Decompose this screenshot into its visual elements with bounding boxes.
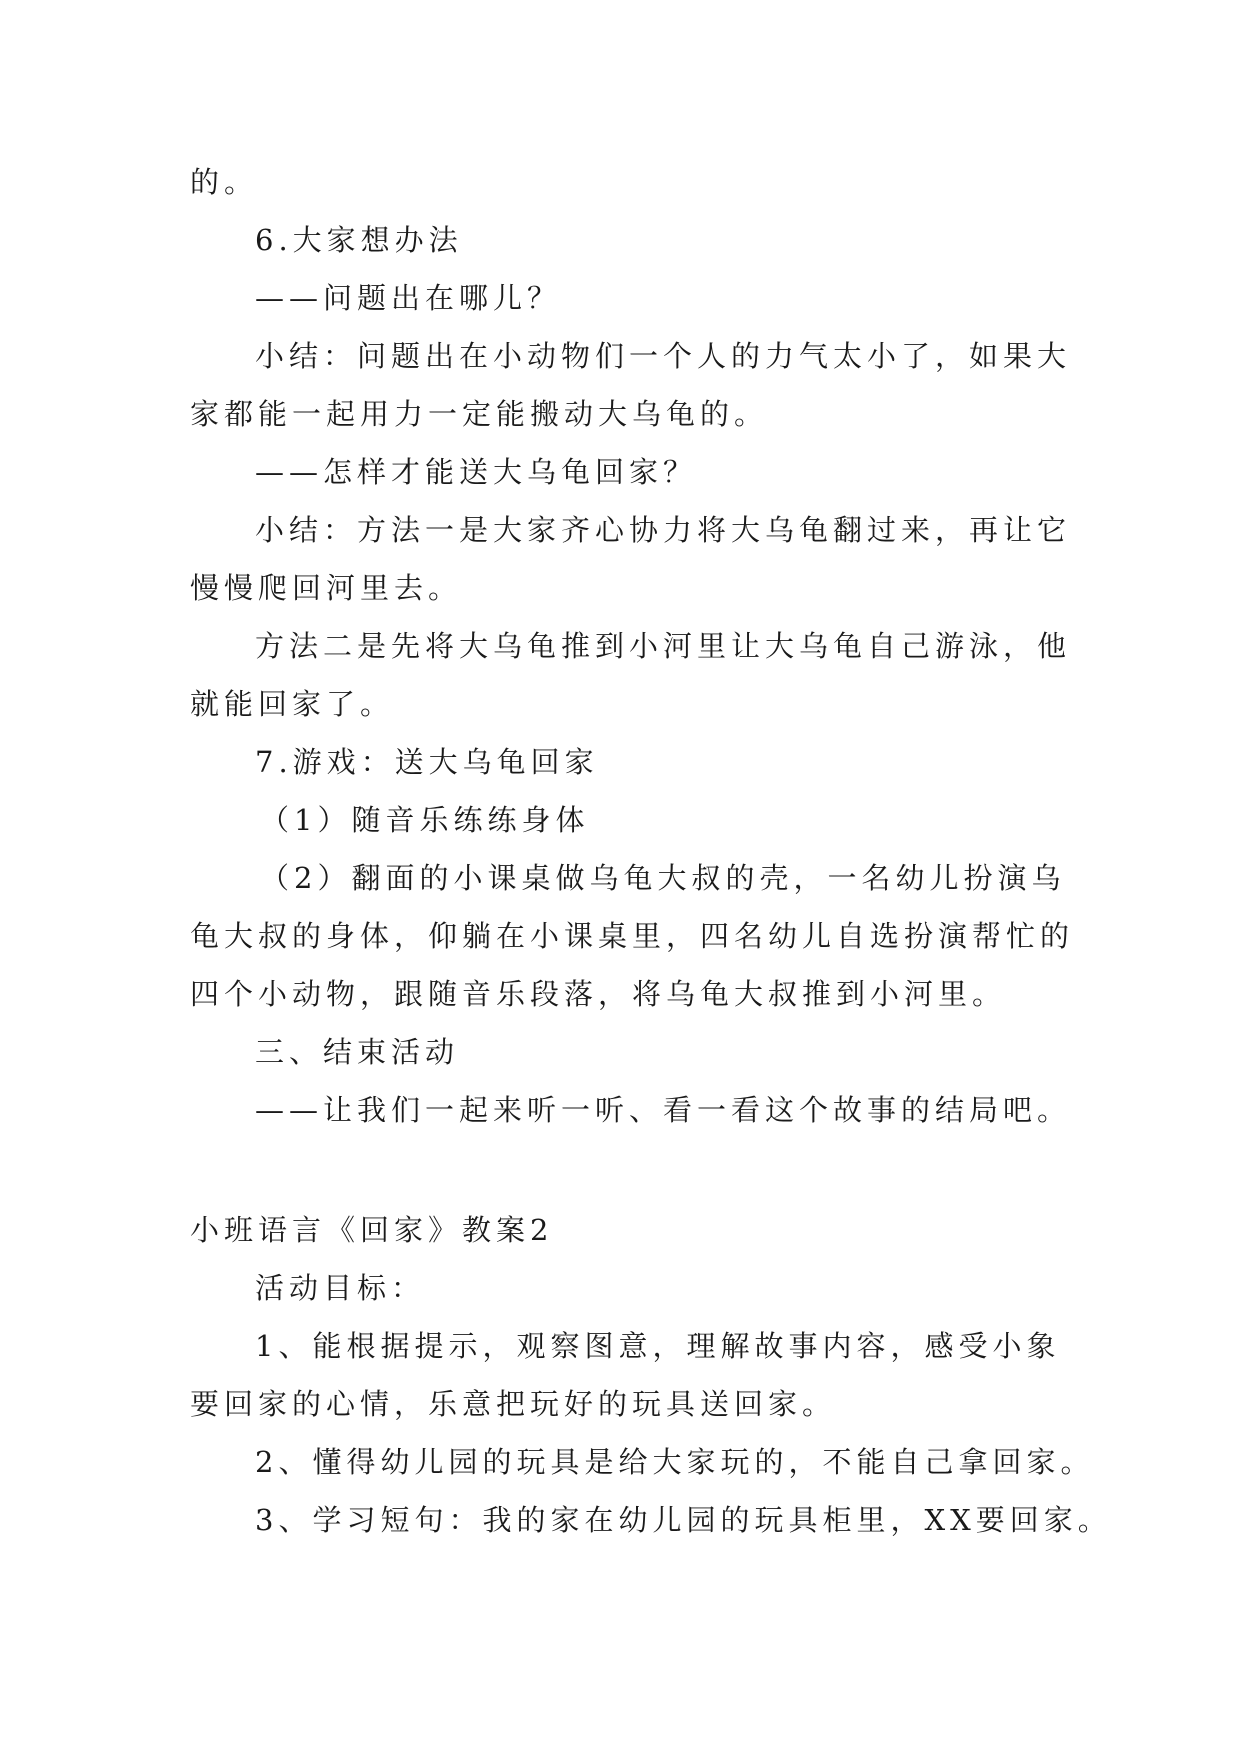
text-line: 1、能根据提示，观察图意，理解故事内容，感受小象 xyxy=(255,1329,1061,1363)
text-line: 就能回家了。 xyxy=(190,687,395,721)
text-line: 慢慢爬回河里去。 xyxy=(190,571,463,605)
text-line: 的。 xyxy=(190,165,259,199)
section-heading: 7.游戏：送大乌龟回家 xyxy=(255,745,599,779)
text-line: 小结：问题出在小动物们一个人的力气太小了，如果大 xyxy=(255,339,1072,373)
text-line: 家都能一起用力一定能搬动大乌龟的。 xyxy=(190,397,769,431)
section-heading: 活动目标： xyxy=(255,1271,426,1305)
section-heading: 6.大家想办法 xyxy=(255,223,463,257)
text-line: 要回家的心情，乐意把玩好的玩具送回家。 xyxy=(190,1387,837,1421)
text-line: 3、学习短句：我的家在幼儿园的玩具柜里，XX要回家。 xyxy=(255,1503,1112,1537)
text-line: 龟大叔的身体，仰躺在小课桌里，四名幼儿自选扮演帮忙的 xyxy=(190,919,1075,953)
document-title: 小班语言《回家》教案2 xyxy=(190,1213,554,1247)
text-line: 2、懂得幼儿园的玩具是给大家玩的，不能自己拿回家。 xyxy=(255,1445,1095,1479)
text-line: ——怎样才能送大乌龟回家？ xyxy=(255,455,698,489)
section-heading: 三、结束活动 xyxy=(255,1035,460,1069)
text-line: 四个小动物，跟随音乐段落，将乌龟大叔推到小河里。 xyxy=(190,977,1007,1011)
text-line: 方法二是先将大乌龟推到小河里让大乌龟自己游泳，他 xyxy=(255,629,1072,663)
text-line: （1）随音乐练练身体 xyxy=(260,803,590,837)
text-line: 小结：方法一是大家齐心协力将大乌龟翻过来，再让它 xyxy=(255,513,1072,547)
text-line: ——让我们一起来听一听、看一看这个故事的结局吧。 xyxy=(255,1093,1072,1127)
text-line: ——问题出在哪儿？ xyxy=(255,281,562,315)
text-line: （2）翻面的小课桌做乌龟大叔的壳，一名幼儿扮演乌 xyxy=(260,861,1066,895)
